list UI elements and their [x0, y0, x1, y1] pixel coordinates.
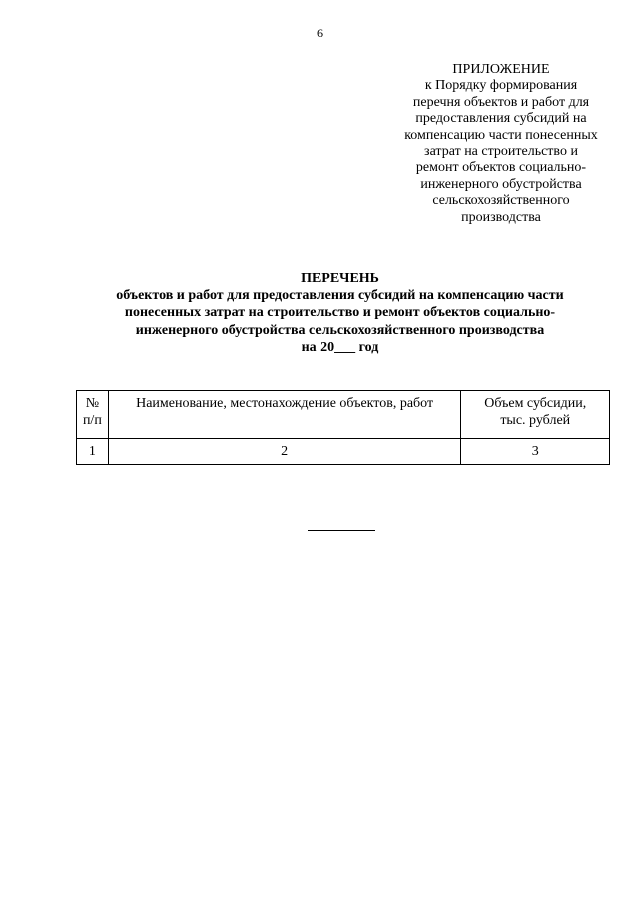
appendix-line: ремонт объектов социально-	[415, 160, 587, 176]
appendix-line: инженерного обустройства	[420, 176, 582, 192]
title-line: на 20___ год	[301, 339, 379, 355]
column-number-cell: 1	[77, 439, 109, 465]
appendix-line: перечня объектов и работ для	[412, 94, 590, 110]
header-cell-name: Наименование, местонахождение объектов, работ	[108, 391, 461, 439]
appendix-line: к Порядку формирования	[424, 78, 578, 94]
page-number: 6	[317, 26, 323, 40]
column-number-cell: 2	[108, 439, 461, 465]
document-title	[60, 270, 620, 356]
objects-table	[76, 390, 610, 465]
header-cell-number: № п/п	[77, 391, 109, 439]
table-row	[77, 439, 610, 465]
title-heading: ПЕРЕЧЕНЬ	[301, 271, 379, 286]
appendix-line: компенсацию части понесенных	[404, 127, 598, 143]
appendix-line: ПРИЛОЖЕНИЕ	[452, 62, 550, 77]
title-line: инженерного обустройства сельскохозяйственного производства	[135, 322, 545, 338]
title-line: понесенных затрат на строительство и ремонт объектов социально-	[124, 305, 556, 321]
appendix-line: сельскохозяйственного	[432, 193, 570, 209]
header-cell-subsidy: Объем субсидии, тыс. рублей	[461, 391, 610, 439]
table-header-row	[77, 391, 610, 439]
title-line: объектов и работ для предоставления субсидий на компенсацию части	[116, 288, 564, 304]
end-divider	[308, 530, 375, 531]
appendix-line: производства	[461, 209, 541, 225]
appendix-line: затрат на строительство и	[424, 144, 578, 160]
column-number-cell: 3	[461, 439, 610, 465]
appendix-line: предоставления субсидий на	[415, 111, 587, 127]
